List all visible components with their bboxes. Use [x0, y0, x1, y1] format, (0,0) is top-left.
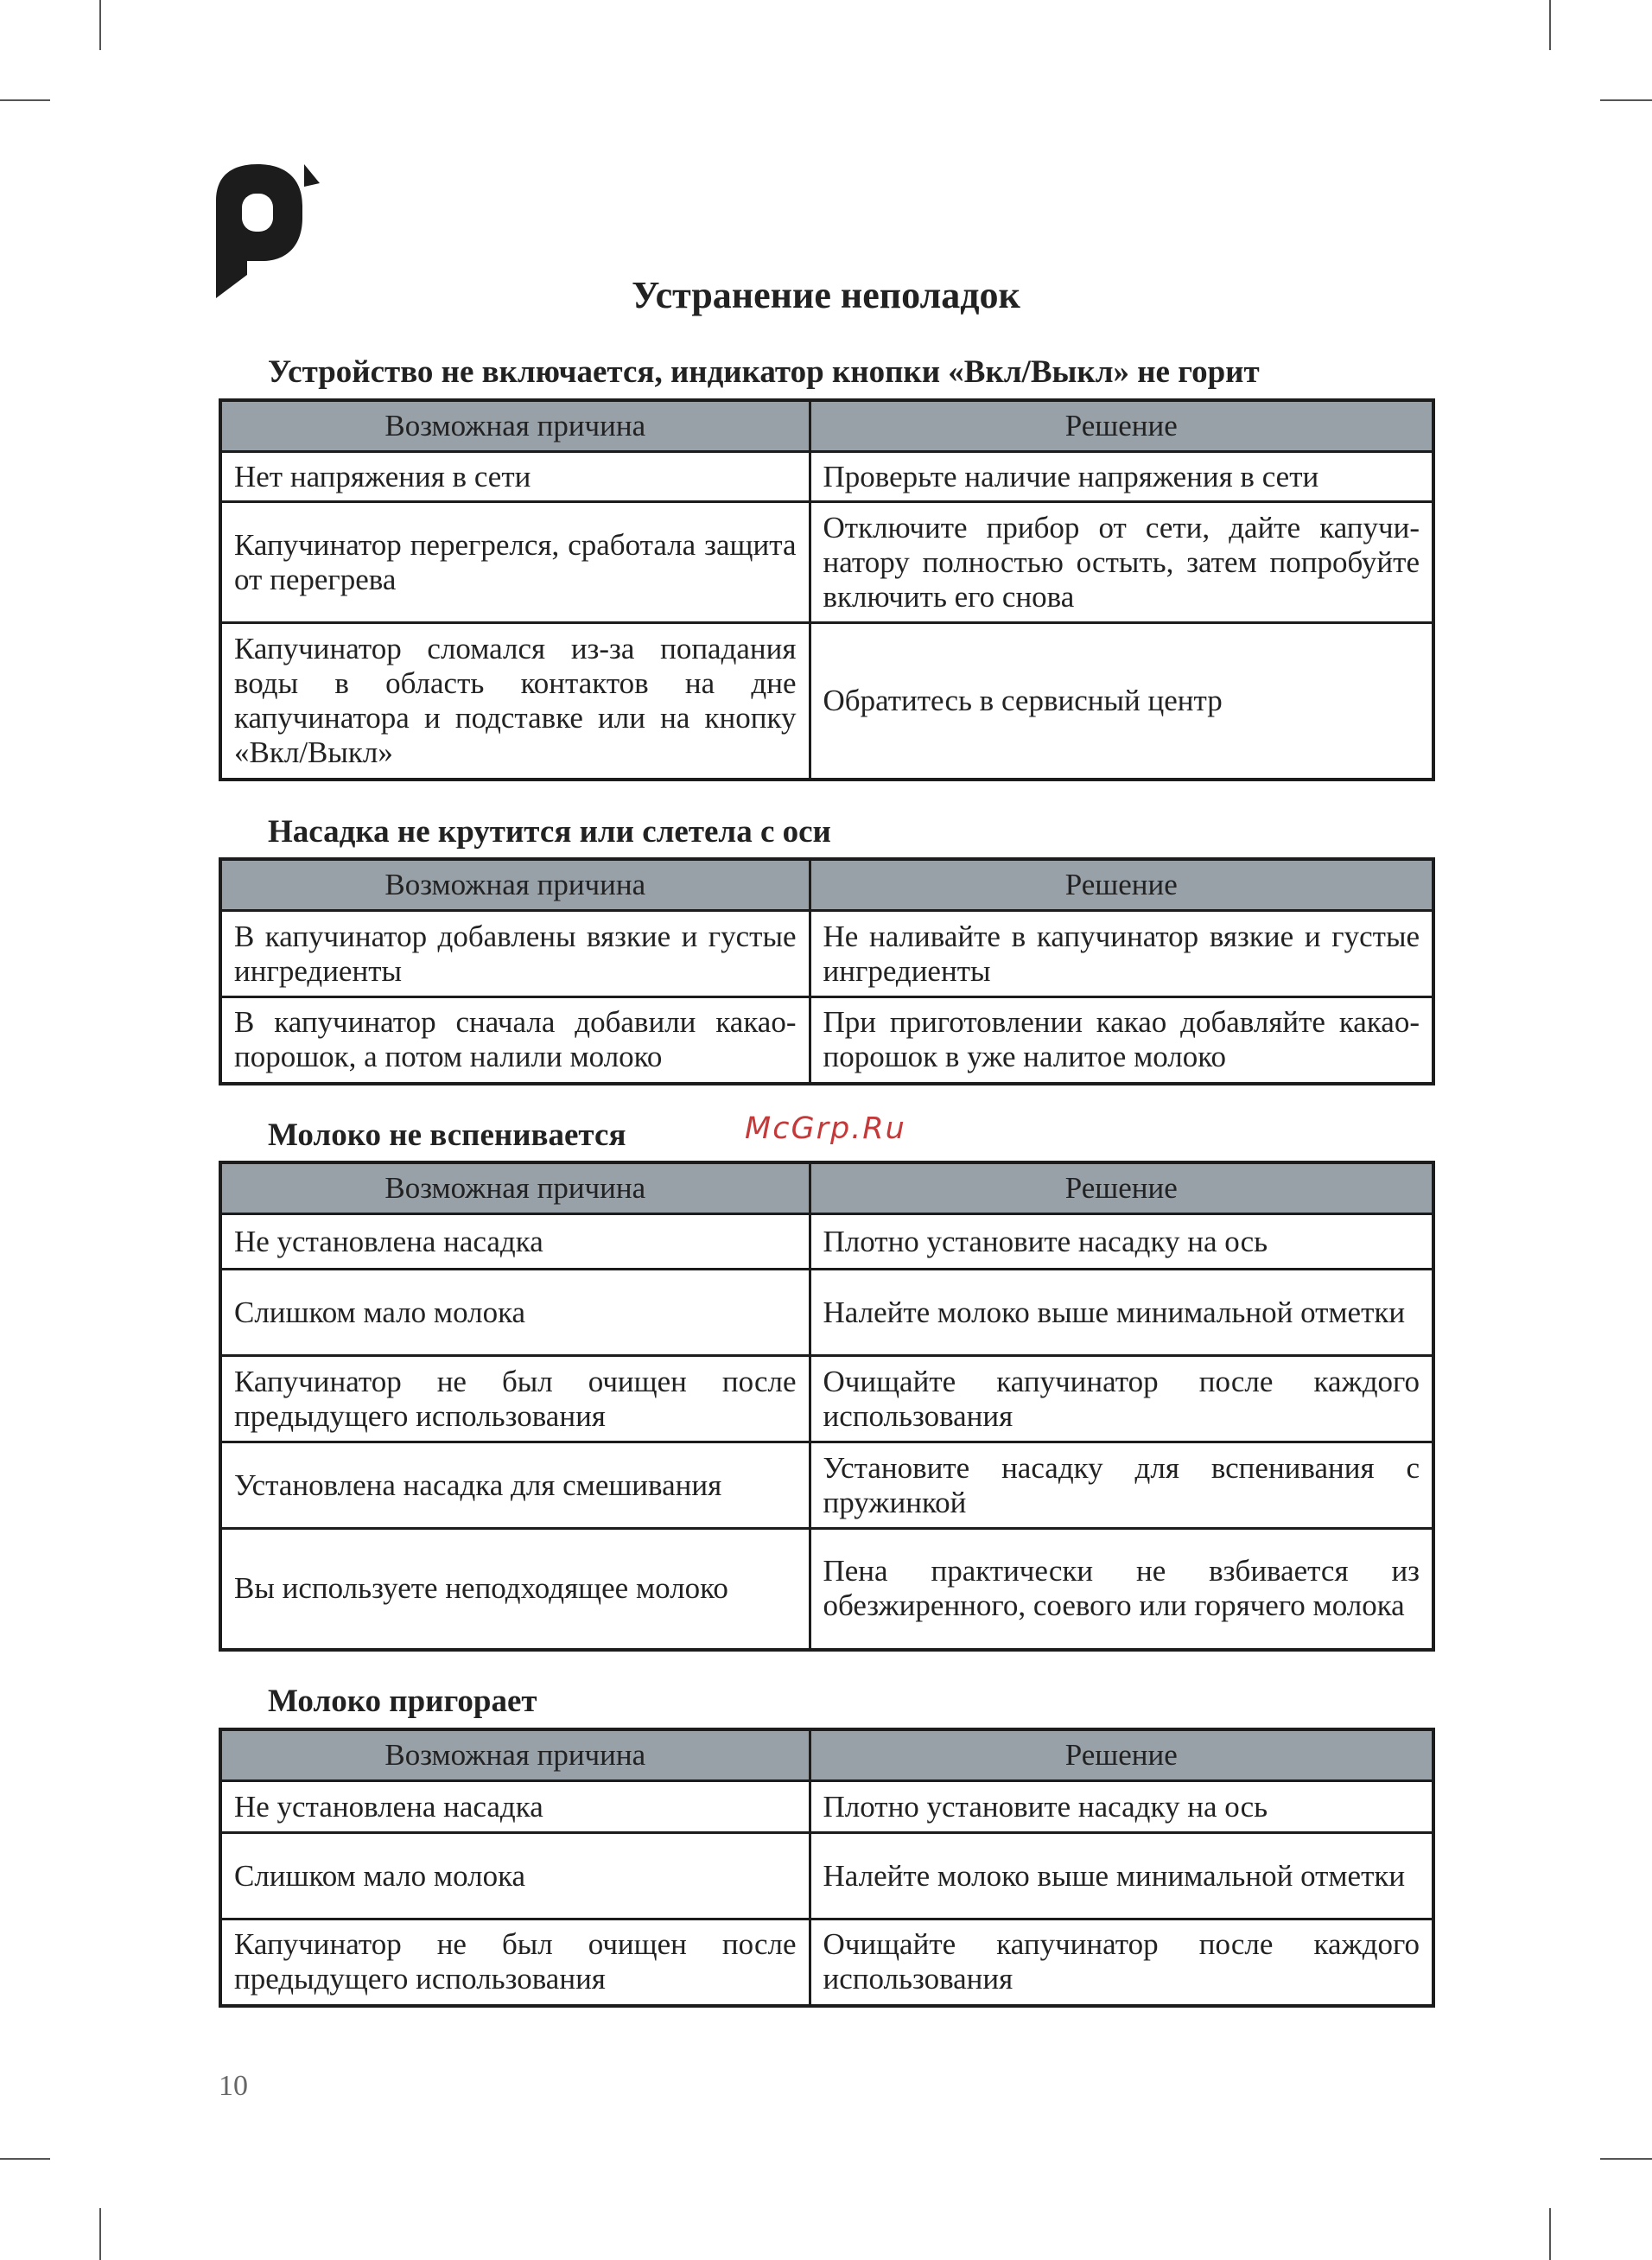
- table-row: [220, 1356, 1433, 1442]
- troubleshooting-table: [219, 398, 1435, 781]
- solution-cell: Обратитесь в сервисный центр: [810, 623, 1433, 780]
- table-row: [220, 1529, 1433, 1650]
- solution-cell: Налейте молоко выше минимальной отметки: [810, 1270, 1433, 1356]
- table-header-row: [220, 859, 1433, 911]
- solution-cell: Проверьте наличие напряжения в сети: [810, 452, 1433, 502]
- crop-mark: [1549, 2208, 1551, 2260]
- table-row: [220, 623, 1433, 780]
- solution-cell: Очищайте капучинатор после каждого использования: [810, 1356, 1433, 1442]
- solution-cell: Не наливайте в капучинатор вязкие и густые ингредиенты: [810, 911, 1433, 997]
- cause-cell: Не установлена насадка: [220, 1781, 810, 1833]
- crop-mark: [1600, 99, 1652, 101]
- solution-cell: Плотно установите насадку на ось: [810, 1781, 1433, 1833]
- table-row: [220, 1442, 1433, 1529]
- cause-cell: Установлена насадка для смешивания: [220, 1442, 810, 1529]
- cause-cell: В капучинатор добавлены вязкие и густые ингредиенты: [220, 911, 810, 997]
- cause-cell: Капучинатор не был очищен после предыдущего использования: [220, 1356, 810, 1442]
- table-row: [220, 1270, 1433, 1356]
- cause-cell: Вы используете неподходящее молоко: [220, 1529, 810, 1650]
- crop-mark: [99, 2208, 101, 2260]
- cause-cell: Капучинатор перегрелся, сработала защита от перегрева: [220, 502, 810, 623]
- section-title: Молоко пригорает: [268, 1684, 537, 1719]
- table-row: [220, 502, 1433, 623]
- troubleshooting-table: [219, 1161, 1435, 1652]
- column-header-solution: Решение: [810, 1729, 1433, 1781]
- page-title: Устранение неполадок: [632, 274, 1020, 316]
- table-header-row: [220, 1162, 1433, 1214]
- column-header-solution: Решение: [810, 400, 1433, 452]
- cause-cell: Капучинатор сломался из-за попадания воды в область контактов на дне капучинатора и подставке или на кнопку «Вкл/Выкл»: [220, 623, 810, 780]
- table-row: [220, 1833, 1433, 1919]
- table-row: [220, 1781, 1433, 1833]
- solution-cell: При приготовлении какао добавляйте какао-порошок в уже налитое молоко: [810, 997, 1433, 1084]
- solution-cell: Пена практически не взбивается из обезжиренного, соевого или горячего молока: [810, 1529, 1433, 1650]
- solution-cell: Плотно установите насадку на ось: [810, 1214, 1433, 1270]
- cause-cell: Слишком мало молока: [220, 1833, 810, 1919]
- column-header-cause: Возможная причина: [220, 859, 810, 911]
- crop-mark: [1549, 0, 1551, 50]
- watermark: McGrp.Ru: [745, 1111, 906, 1146]
- cause-cell: Капучинатор не был очищен после предыдущего использования: [220, 1919, 810, 2006]
- cause-cell: Слишком мало молока: [220, 1270, 810, 1356]
- crop-mark: [0, 2158, 50, 2160]
- cause-cell: Нет напряжения в сети: [220, 452, 810, 502]
- crop-mark: [1600, 2158, 1652, 2160]
- section-title: Насадка не крутится или слетела с оси: [268, 814, 831, 850]
- solution-cell: Налейте молоко выше минимальной отметки: [810, 1833, 1433, 1919]
- solution-cell: Отключите прибор от сети, дайте капучинатору полностью остыть, затем попробуйте включить его снова: [810, 502, 1433, 623]
- troubleshooting-table: [219, 857, 1435, 1085]
- cause-cell: В капучинатор сначала добавили какао-порошок, а потом налили молоко: [220, 997, 810, 1084]
- column-header-solution: Решение: [810, 1162, 1433, 1214]
- crop-mark: [0, 99, 50, 101]
- cause-cell: Не установлена насадка: [220, 1214, 810, 1270]
- column-header-cause: Возможная причина: [220, 1729, 810, 1781]
- crop-mark: [99, 0, 101, 50]
- table-row: [220, 1214, 1433, 1270]
- table-row: [220, 911, 1433, 997]
- table-row: [220, 997, 1433, 1084]
- troubleshooting-table: [219, 1728, 1435, 2008]
- column-header-cause: Возможная причина: [220, 400, 810, 452]
- section-title: Молоко не вспенивается: [268, 1117, 626, 1153]
- column-header-cause: Возможная причина: [220, 1162, 810, 1214]
- table-row: [220, 452, 1433, 502]
- table-header-row: [220, 1729, 1433, 1781]
- column-header-solution: Решение: [810, 859, 1433, 911]
- solution-cell: Установите насадку для вспенивания с пружинкой: [810, 1442, 1433, 1529]
- section-title: Устройство не включается, индикатор кнопки «Вкл/Выкл» не горит: [268, 354, 1260, 390]
- solution-cell: Очищайте капучинатор после каждого использования: [810, 1919, 1433, 2006]
- table-header-row: [220, 400, 1433, 452]
- page-number: 10: [219, 2070, 248, 2102]
- table-row: [220, 1919, 1433, 2006]
